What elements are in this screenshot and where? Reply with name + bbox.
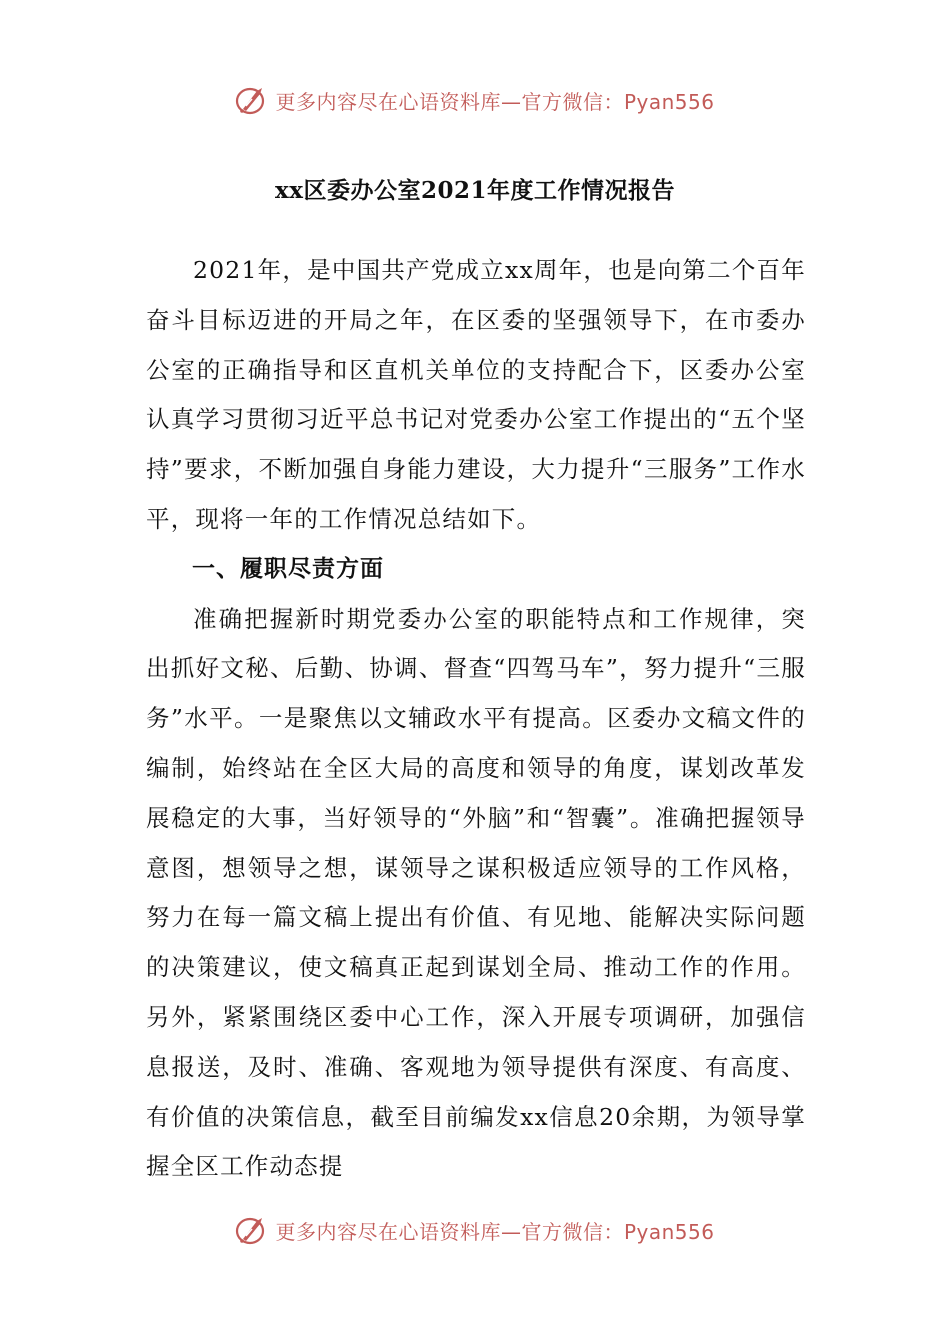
document-body [146,246,806,1192]
document-title: xx区委办公室2021年度工作情况报告 [275,177,675,204]
intro-paragraph: 2021年，是中国共产党成立xx周年，也是向第二个百年奋斗目标迈进的开局之年，在区委的坚强领导下，在市委办公室的正确指导和区直机关单位的支持配合下，区委办公室认真学习贯彻习近平总书记对党委办公室工作提出的“五个坚持”要求，不断加强自身能力建设，大力提升“三服务”工作水平，现将一年的工作情况总结如下。 [146,256,806,533]
pen-nib-icon [235,1213,269,1247]
header-banner [0,78,950,122]
section-paragraph: 准确把握新时期党委办公室的职能特点和工作规律，突出抓好文秘、后勤、协调、督查“四驾马车”，努力提升“三服务”水平。一是聚焦以文辅政水平有提高。区委办文稿文件的编制，始终站在全区大局的高度和领导的角度，谋划改革发展稳定的大事，当好领导的“外脑”和“智囊”。准确把握领导意图，想领导之想，谋领导之谋积极适应领导的工作风格，努力在每一篇文稿上提出有价值、有见地、能解决实际问题的决策建议，使文稿真正起到谋划全局、推动工作的作用。另外，紧紧围绕区委中心工作，深入开展专项调研，加强信息报送，及时、准确、客观地为领导提供有深度、有高度、有价值的决策信息，截至目前编发xx信息20余期，为领导掌握全区工作动态提 [146,604,806,1181]
section-heading: 一、履职尽责方面 [192,555,384,582]
footer-banner [0,1208,950,1252]
banner-text: 更多内容尽在心语资料库—官方微信：Pyan556 [275,1219,715,1244]
banner-text: 更多内容尽在心语资料库—官方微信：Pyan556 [275,89,715,114]
pen-nib-icon [235,83,269,117]
